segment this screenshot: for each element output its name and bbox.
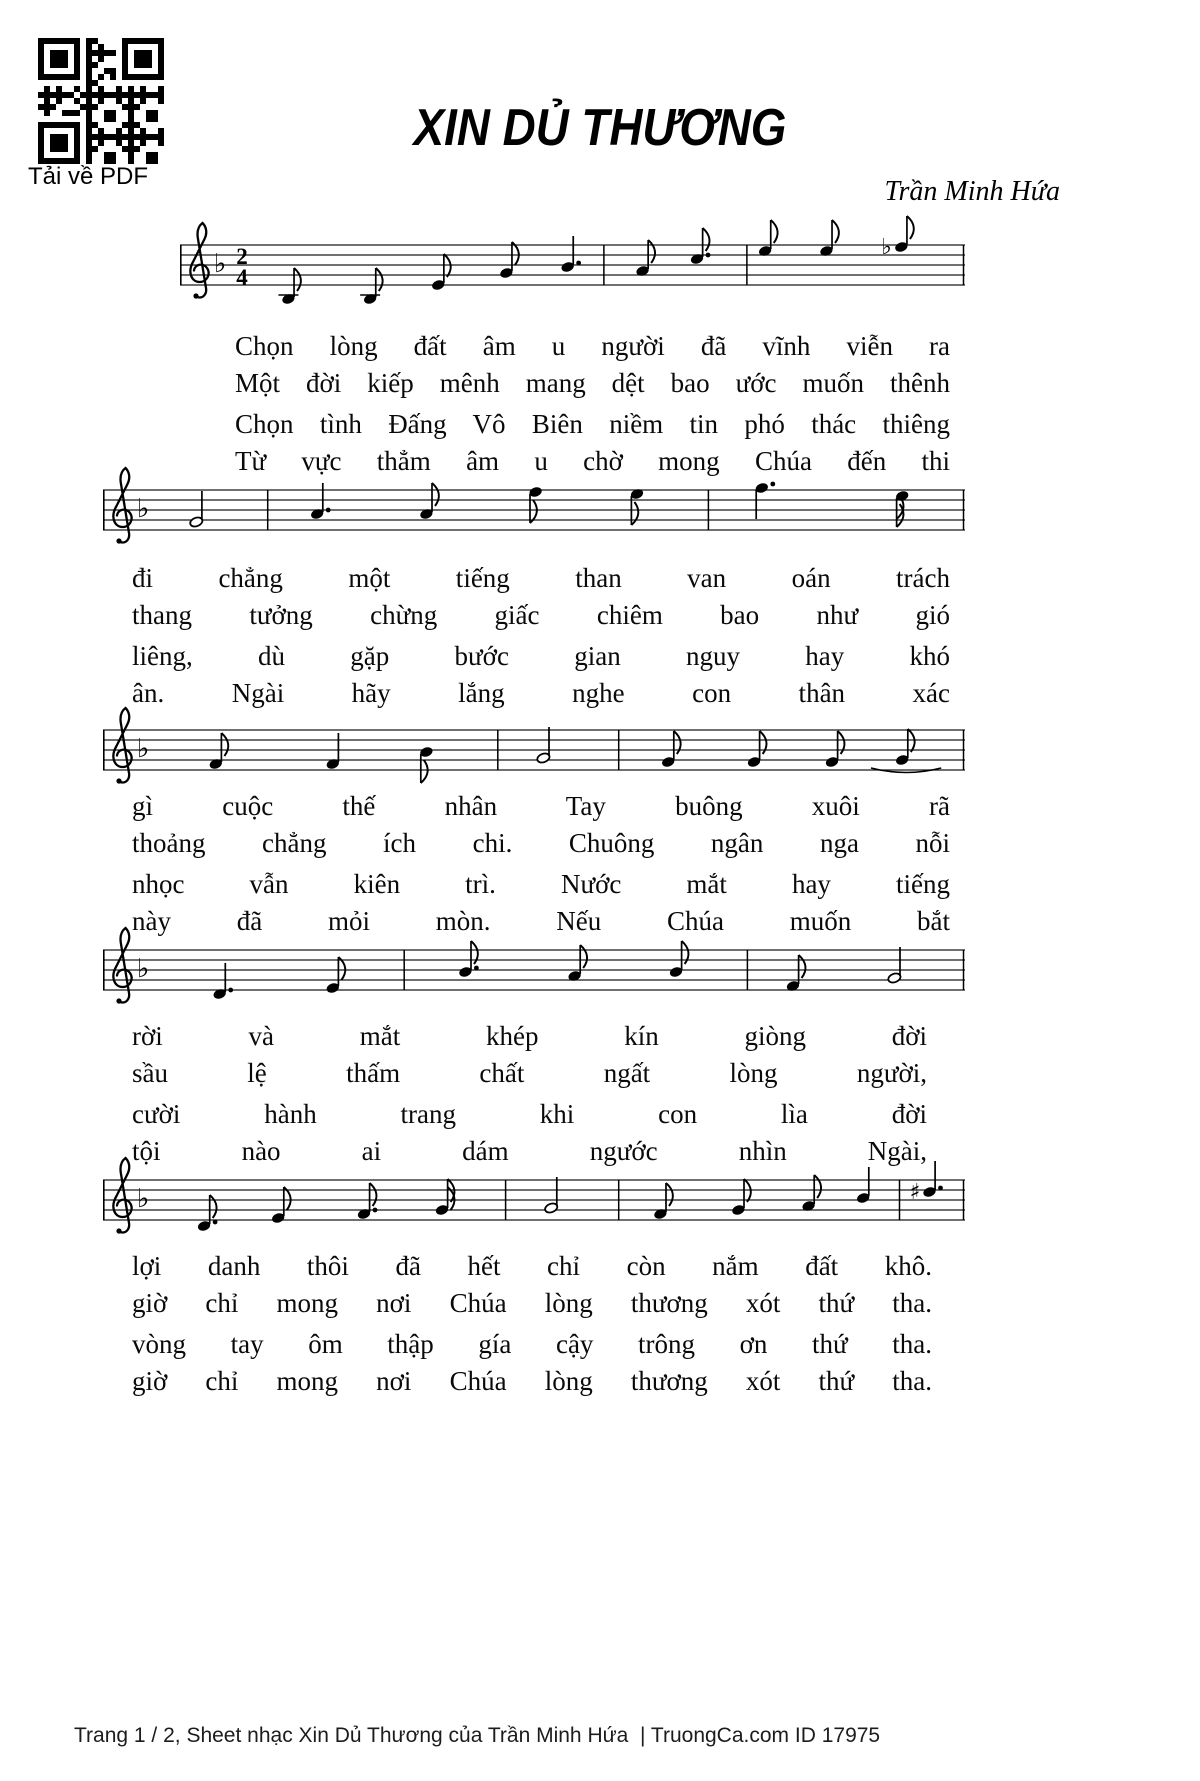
lyric-line: tội nào ai dám ngước nhìn Ngài, bbox=[132, 1136, 927, 1166]
lyric-line: sầu lệ thấm chất ngất lòng người, bbox=[132, 1058, 927, 1088]
lyric-line: gì cuộc thế nhân Tay buông xuôi rã bbox=[132, 791, 950, 821]
lyric-line: cười hành trang khi con lìa đời bbox=[132, 1099, 927, 1129]
svg-text:2: 2 bbox=[236, 244, 248, 269]
composer-name: Trần Minh Hứa bbox=[884, 176, 1060, 207]
staff-system-3 bbox=[103, 700, 965, 790]
lyrics-system-2 bbox=[132, 560, 950, 712]
svg-text:♭: ♭ bbox=[881, 235, 892, 260]
lyric-line: này đã mỏi mòn. Nếu Chúa muốn bắt bbox=[132, 906, 950, 936]
svg-text:♭: ♭ bbox=[137, 954, 150, 984]
lyric-line: ân. Ngài hãy lắng nghe con thân xác bbox=[132, 678, 950, 708]
staff-system-4 bbox=[103, 920, 965, 1010]
lyric-line: vòng tay ôm thập gía cậy trông ơn thứ tha. bbox=[132, 1329, 932, 1359]
lyric-line: Chọn lòng đất âm u người đã vĩnh viễn ra bbox=[235, 331, 950, 361]
svg-text:4: 4 bbox=[236, 265, 248, 290]
lyric-line: nhọc vẫn kiên trì. Nước mắt hay tiếng bbox=[132, 869, 950, 899]
svg-text:♭: ♭ bbox=[214, 249, 227, 279]
download-pdf-link[interactable]: Tải về PDF bbox=[28, 163, 149, 190]
page-title: XIN DỦ THƯƠNG bbox=[413, 99, 787, 157]
footer-text: Trang 1 / 2, Sheet nhạc Xin Dủ Thương của Trần Minh Hứa | TruongCa.com ID 17975 bbox=[74, 1724, 881, 1747]
lyrics-system-4 bbox=[132, 1018, 927, 1170]
lyric-line: thang tưởng chừng giấc chiêm bao như gió bbox=[132, 600, 950, 630]
lyric-line: đi chẳng một tiếng than van oán trách bbox=[132, 563, 950, 593]
lyric-line: liêng, dù gặp bước gian nguy hay khó bbox=[132, 641, 950, 671]
lyric-line: lợi danh thôi đã hết chỉ còn nắm đất khô. bbox=[132, 1251, 932, 1281]
svg-text:♭: ♭ bbox=[137, 494, 150, 524]
lyric-line: Từ vực thẳm âm u chờ mong Chúa đến thi bbox=[235, 446, 950, 476]
staff-system-5 bbox=[103, 1150, 965, 1240]
lyric-line: Chọn tình Đấng Vô Biên niềm tin phó thác thiêng bbox=[235, 409, 950, 439]
lyrics-system-3 bbox=[132, 788, 950, 940]
staff-system-1 bbox=[180, 215, 965, 305]
lyric-line: rời và mắt khép kín giòng đời bbox=[132, 1021, 927, 1051]
lyrics-system-1 bbox=[235, 328, 950, 480]
staff-system-2 bbox=[103, 460, 965, 550]
svg-text:♭: ♭ bbox=[137, 734, 150, 764]
lyric-line: Một đời kiếp mênh mang dệt bao ước muốn thênh bbox=[235, 368, 950, 398]
lyric-line: giờ chỉ mong nơi Chúa lòng thương xót thứ tha. bbox=[132, 1366, 932, 1396]
svg-text:♭: ♭ bbox=[137, 1184, 150, 1214]
lyrics-system-5 bbox=[132, 1248, 932, 1400]
lyric-line: thoảng chẳng ích chi. Chuông ngân nga nỗi bbox=[132, 828, 950, 858]
svg-text:♯: ♯ bbox=[909, 1180, 921, 1205]
lyric-line: giờ chỉ mong nơi Chúa lòng thương xót thứ tha. bbox=[132, 1288, 932, 1318]
